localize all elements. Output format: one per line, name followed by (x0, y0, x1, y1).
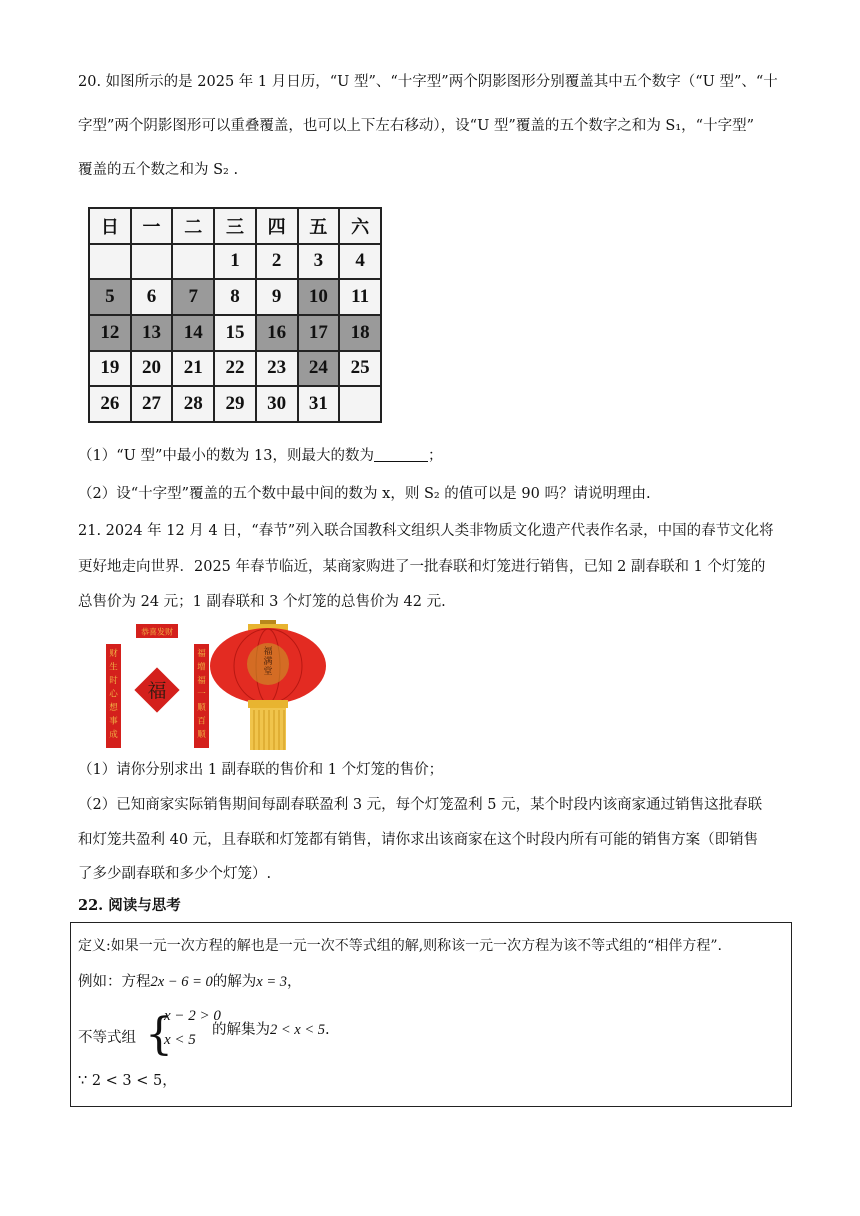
calendar-cell (339, 386, 381, 422)
calendar-row (89, 315, 381, 351)
lantern-bottom-cap (248, 700, 288, 708)
couplet-character: 福 (197, 649, 206, 659)
system-line-2: x < 5 (164, 1032, 196, 1048)
q22-definition: 定义:如果一元一次方程的解也是一元一次不等式组的解,则称该一元一次方程为该不等式组的“相伴方程”. (78, 938, 722, 954)
calendar-cell: 26 (89, 386, 131, 422)
q21-sub2-line-1: （2）已知商家实际销售期间每副春联盈利 3 元，每个灯笼盈利 5 元，某个时段内该商家通过销售这批春联 (78, 797, 763, 813)
q22-title: 22. 阅读与思考 (78, 897, 181, 914)
calendar-row (89, 351, 381, 387)
calendar-header-row (89, 208, 381, 244)
q20-line-3: 覆盖的五个数之和为 S₂ . (78, 162, 239, 178)
calendar-row (89, 244, 381, 280)
system-line-1: x − 2 > 0 (164, 1008, 221, 1024)
couplet-character: 满 (263, 657, 273, 667)
system-mid: 的解集为 (212, 1022, 270, 1038)
calendar-cell: 11 (339, 279, 381, 315)
couplet-character: 福 (263, 647, 273, 657)
q21-line-2: 更好地走向世界．2025 年春节临近，某商家购进了一批春联和灯笼进行销售，已知 2 副春联和 1 个灯笼的 (78, 559, 766, 575)
couplet-character: 百 (197, 716, 206, 727)
q21-sub1: （1）请你分别求出 1 副春联的售价和 1 个灯笼的售价； (78, 762, 444, 778)
lantern-text (263, 645, 272, 677)
q20-line-1: 20. 如图所示的是 2025 年 1 月日历，“U 型”、“十字型”两个阴影图形分别覆盖其中五个数字（“U 型”、“十 (78, 74, 778, 90)
calendar-cell: 22 (214, 351, 256, 387)
calendar-header-cell: 三 (214, 208, 256, 244)
calendar-figure (88, 207, 382, 423)
example-solution: x = 3 (256, 974, 287, 990)
calendar-cell-shaded: 17 (298, 315, 340, 351)
answer-blank (374, 447, 428, 462)
calendar-cell-shaded: 5 (89, 279, 131, 315)
couplet-character: 顺 (197, 703, 206, 713)
calendar-cell: 28 (172, 386, 214, 422)
calendar-cell: 31 (298, 386, 340, 422)
lantern-tassel (250, 708, 286, 750)
calendar-row (89, 386, 381, 422)
calendar-cell-shaded: 14 (172, 315, 214, 351)
calendar-cell-shaded: 12 (89, 315, 131, 351)
calendar-header-cell: 五 (298, 208, 340, 244)
calendar-cell: 2 (256, 244, 298, 280)
calendar-cell: 23 (256, 351, 298, 387)
couplet-character: 福 (197, 676, 206, 686)
calendar-cell-shaded: 24 (298, 351, 340, 387)
system-brace: { (145, 1009, 173, 1060)
couplet-character: 时 (109, 676, 118, 686)
q20-sub2: （2）设“十字型”覆盖的五个数中最中间的数为 x，则 S₂ 的值可以是 90 吗？请说明理由. (78, 486, 651, 502)
calendar-cell: 15 (214, 315, 256, 351)
calendar-cell-shaded: 10 (298, 279, 340, 315)
q20-sub1 (78, 446, 790, 466)
couplet-lantern-image (100, 620, 340, 754)
couplet-character: 生 (109, 662, 118, 673)
couplet-character: 事 (109, 716, 118, 727)
example-label: 例如：方程 (78, 974, 151, 990)
couplet-character: 成 (109, 730, 118, 740)
calendar-cell: 3 (298, 244, 340, 280)
q22-example (78, 972, 790, 992)
q21-sub2-line-3: 了多少副春联和多少个灯笼）. (78, 866, 272, 882)
calendar-cell: 19 (89, 351, 131, 387)
couplet-character: 顺 (197, 730, 206, 740)
q20-sub1-text: （1）“U 型”中最小的数为 13，则最大的数为 (78, 448, 374, 464)
calendar-cell-shaded: 7 (172, 279, 214, 315)
couplet-character: 心 (109, 689, 118, 700)
calendar-row (89, 279, 381, 315)
calendar-cell-shaded: 16 (256, 315, 298, 351)
calendar-header-cell: 六 (339, 208, 381, 244)
q21-line-1: 21. 2024 年 12 月 4 日，“春节”列入联合国教科文组织人类非物质文化遗产代表作名录，中国的春节文化将 (78, 523, 774, 539)
couplet-left-text (109, 648, 118, 740)
system-solution: 2 < x < 5 (270, 1022, 326, 1038)
q20-line-2: 字型”两个阴影图形可以重叠覆盖，也可以上下左右移动），设“U 型”覆盖的五个数字之和为 S₁，“十字型” (78, 118, 754, 134)
calendar-cell (89, 244, 131, 280)
example-equation: 2x − 6 = 0 (150, 974, 213, 990)
calendar-cell: 29 (214, 386, 256, 422)
calendar-header-cell: 一 (131, 208, 173, 244)
system-end: . (325, 1022, 330, 1038)
q21-line-3: 总售价为 24 元；1 副春联和 3 个灯笼的总售价为 42 元. (78, 594, 446, 610)
couplet-character: 财 (109, 649, 118, 659)
calendar-cell: 6 (131, 279, 173, 315)
q20-sub1-end: ； (427, 448, 443, 464)
couplet-top-text: 恭喜发财 (141, 627, 173, 637)
calendar-cell: 27 (131, 386, 173, 422)
calendar-cell: 30 (256, 386, 298, 422)
calendar-cell: 20 (131, 351, 173, 387)
lantern-hook (260, 620, 276, 624)
couplet-character: 想 (109, 703, 118, 713)
calendar-cell (131, 244, 173, 280)
calendar-header-cell: 日 (89, 208, 131, 244)
system-label: 不等式组 (78, 1030, 136, 1046)
calendar-cell: 21 (172, 351, 214, 387)
calendar-cell (172, 244, 214, 280)
calendar-cell-shaded: 18 (339, 315, 381, 351)
calendar-table (88, 207, 382, 423)
q22-system-solution (212, 1020, 512, 1040)
calendar-cell: 8 (214, 279, 256, 315)
calendar-cell: 4 (339, 244, 381, 280)
example-end: ， (287, 974, 302, 990)
couplet-character: 一 (197, 689, 206, 700)
calendar-cell: 1 (214, 244, 256, 280)
calendar-cell-shaded: 13 (131, 315, 173, 351)
couplet-character: 堂 (263, 667, 273, 677)
calendar-header-cell: 四 (256, 208, 298, 244)
example-mid: 的解为 (212, 974, 257, 990)
calendar-cell: 25 (339, 351, 381, 387)
calendar-header-cell: 二 (172, 208, 214, 244)
calendar-cell: 9 (256, 279, 298, 315)
fu-character: 福 (147, 680, 167, 702)
tassel-lines (254, 710, 284, 750)
q21-sub2-line-2: 和灯笼共盈利 40 元，且春联和灯笼都有销售，请你求出该商家在这个时段内所有可能的销售方案（即销售 (78, 832, 759, 848)
couplet-right-text (197, 648, 206, 740)
q22-because: ∵ 2 < 3 < 5， (78, 1073, 177, 1089)
couplet-character: 增 (197, 662, 206, 673)
